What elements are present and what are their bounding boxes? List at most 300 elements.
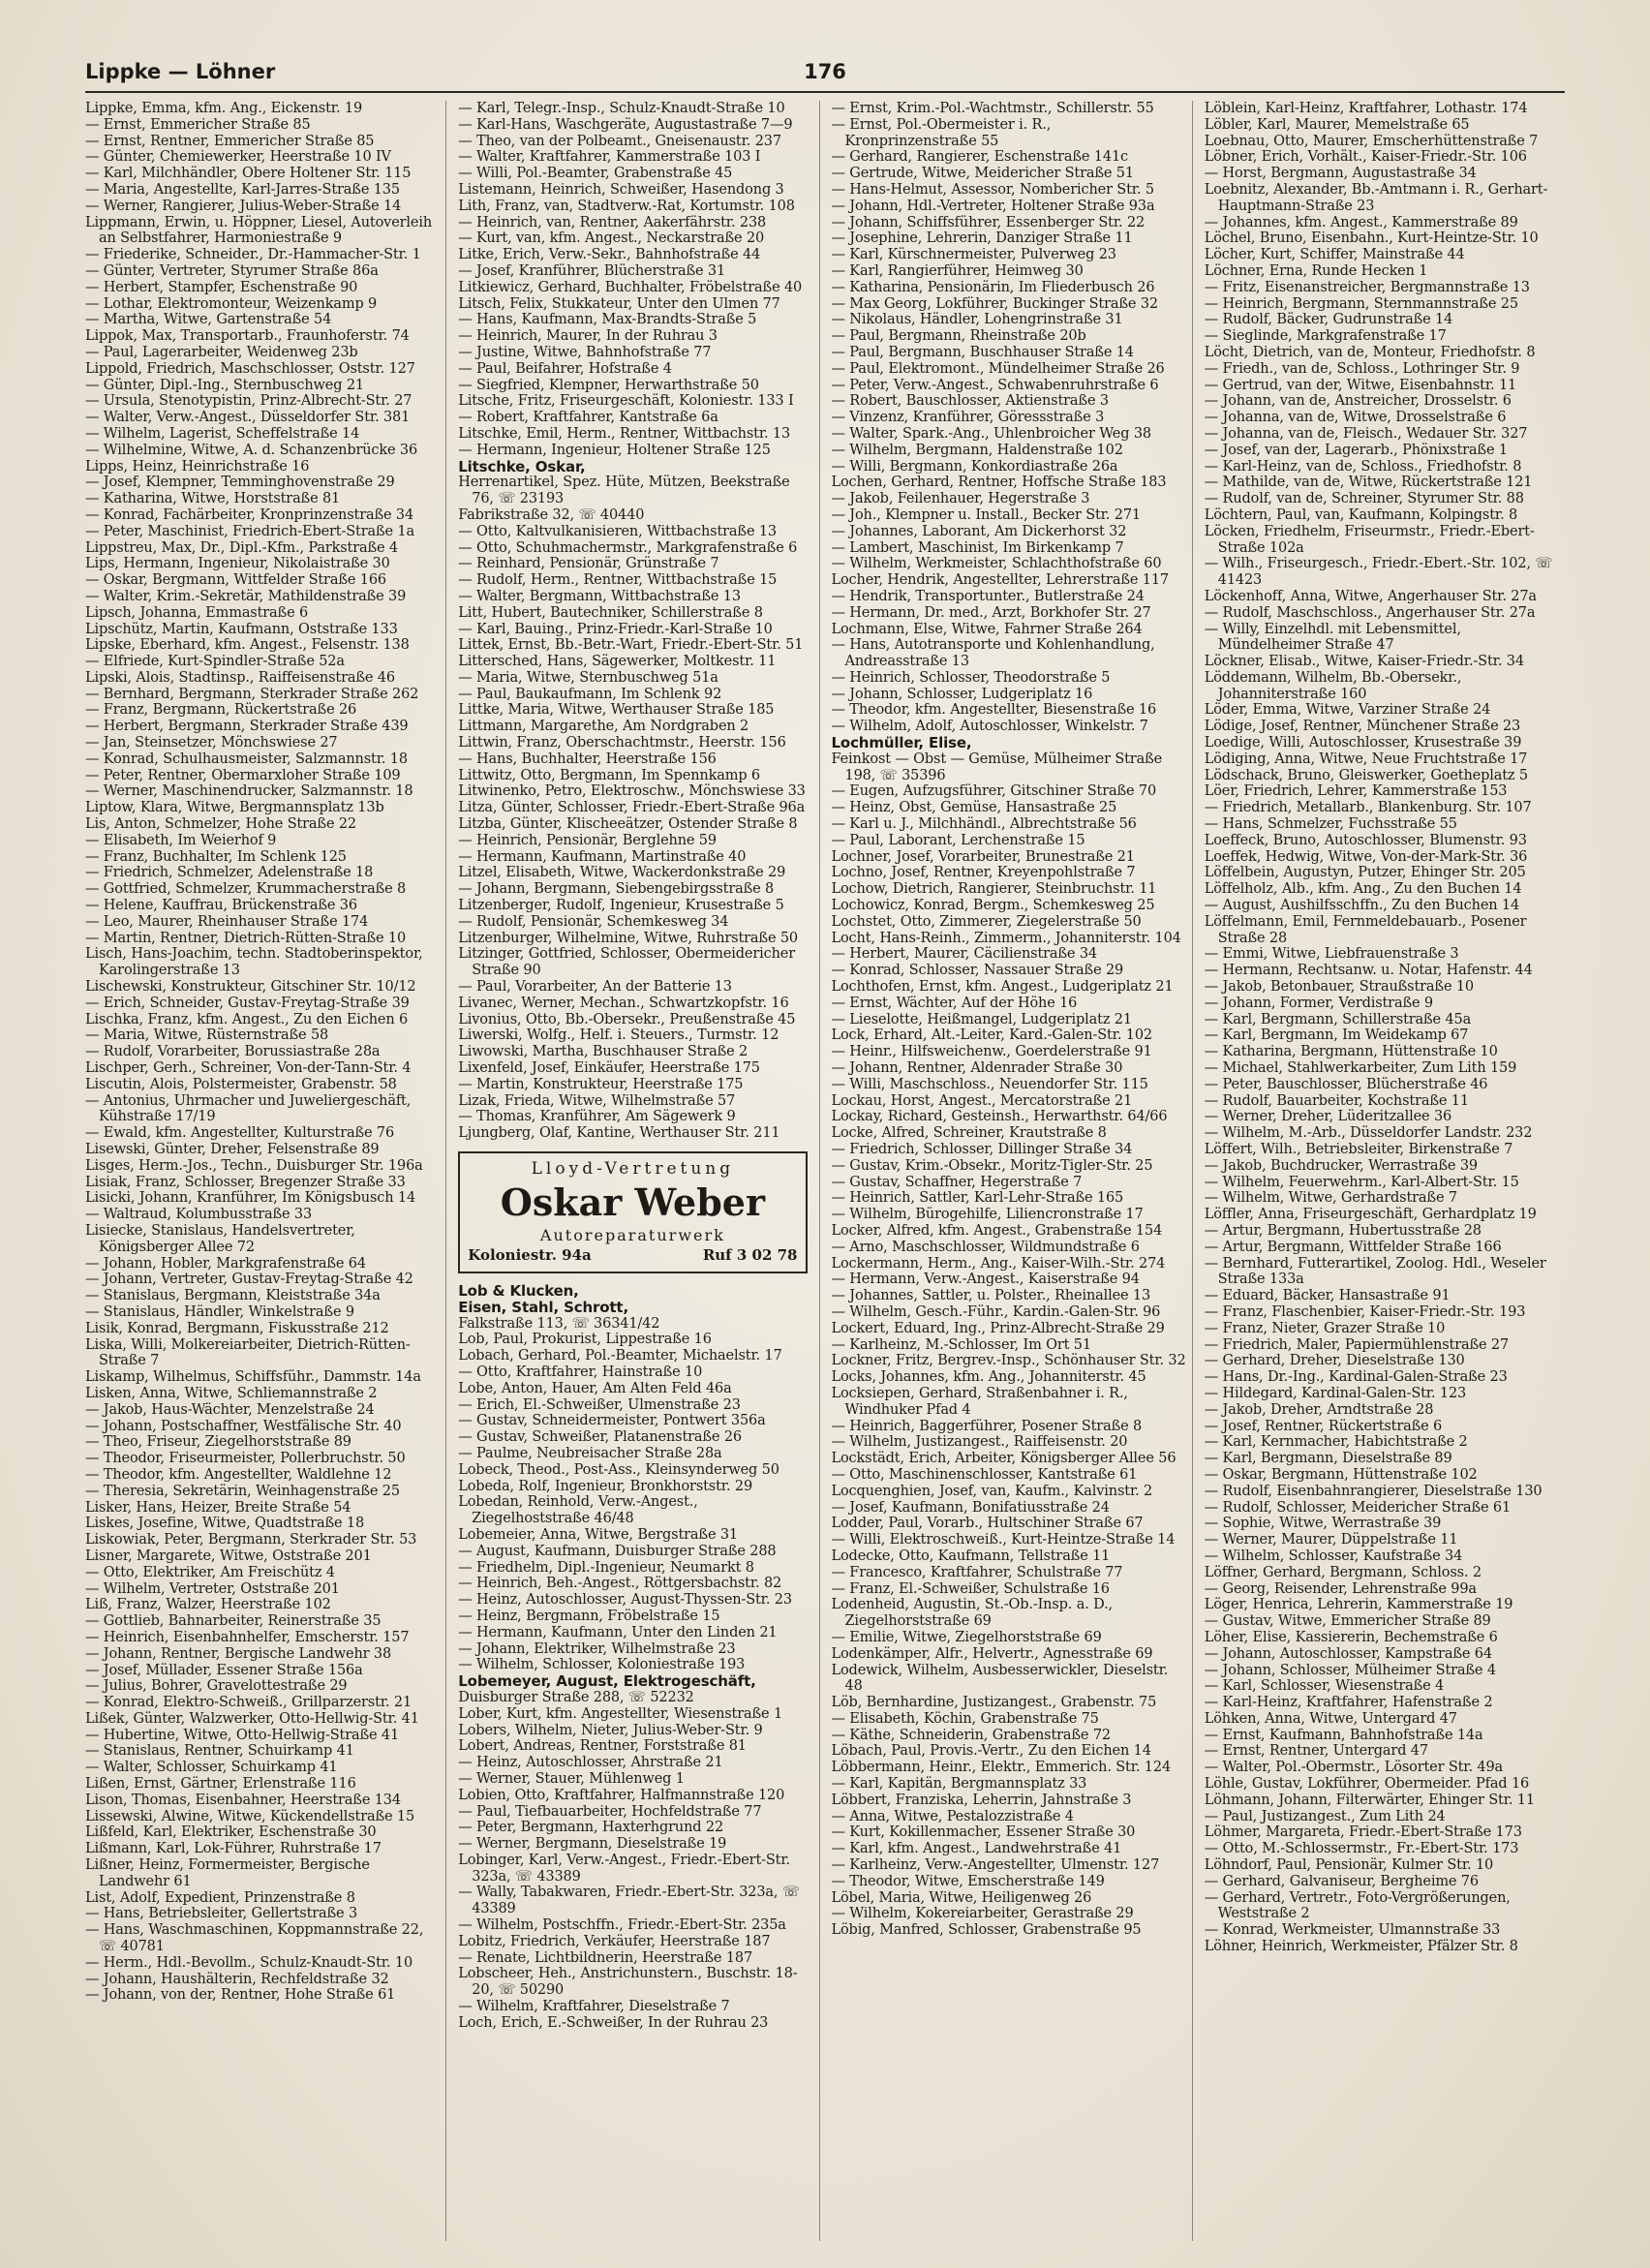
directory-entry: Löcher, Kurt, Schiffer, Mainstraße 44 — [1204, 247, 1465, 263]
directory-entry: Lippold, Friedrich, Maschschlosser, Oststr. 127 — [85, 360, 415, 377]
directory-entry: — Theodor, kfm. Angestellter, Waldlehne 12 — [85, 1466, 392, 1483]
directory-entry: — Wilhelm, Bürogehilfe, Liliencronstraße 17 — [831, 1207, 1144, 1223]
directory-entry: — Mathilde, van de, Witwe, Rückertstraße 121 — [1204, 475, 1533, 491]
directory-entry: — Günter, Chemiewerker, Heerstraße 10 IV — [85, 149, 391, 166]
directory-entry: — Peter, Bergmann, Haxterhgrund 22 — [458, 1820, 724, 1836]
directory-entry: — Karl, Bauing., Prinz-Friedr.-Karl-Straße 10 — [458, 621, 773, 637]
header-range: Lippke — Löhner — [85, 60, 276, 83]
directory-entry: — Martin, Rentner, Dietrich-Rütten-Straße 10 — [85, 930, 407, 946]
directory-entry: — Erich, El.-Schweißer, Ulmenstraße 23 — [458, 1396, 741, 1413]
directory-entry: — Oskar, Bergmann, Wittfelder Straße 166 — [85, 572, 386, 589]
directory-entry: — Wilhelmine, Witwe, A. d. Schanzenbrücke 36 — [85, 442, 418, 458]
directory-entry: — Karl, Bergmann, Dieselstraße 89 — [1204, 1451, 1452, 1467]
directory-entry: Lochmann, Else, Witwe, Fahrner Straße 264 — [831, 621, 1143, 637]
directory-entry: Löer, Friedrich, Lehrer, Kammerstraße 153 — [1204, 783, 1508, 800]
directory-entry: — Peter, Verw.-Angest., Schwabenruhrstraße 6 — [831, 377, 1159, 393]
directory-entry: — Heinrich, Maurer, In der Ruhrau 3 — [458, 328, 718, 345]
directory-entry: — Ursula, Stenotypistin, Prinz-Albrecht-Str. 27 — [85, 393, 412, 410]
directory-entry: — Josef, Müllader, Essener Straße 156a — [85, 1662, 363, 1678]
directory-entry: Littwitz, Otto, Bergmann, Im Spennkamp 6 — [458, 767, 760, 783]
directory-entry: List, Adolf, Expedient, Prinzenstraße 8 — [85, 1889, 355, 1906]
directory-entry: Lochner, Josef, Vorarbeiter, Brunestraße 21 — [831, 848, 1135, 865]
directory-entry: — Martin, Konstrukteur, Heerstraße 175 — [458, 1076, 744, 1092]
directory-entry: — Friedrich, Schmelzer, Adelenstraße 18 — [85, 865, 374, 881]
directory-entry: Löcht, Dietrich, van de, Monteur, Friedhofstr. 8 — [1204, 344, 1536, 360]
directory-entry: — Theodor, kfm. Angestellter, Biesenstraße 16 — [831, 702, 1157, 719]
directory-entry: Liskowiak, Peter, Bergmann, Sterkrader Str. 53 — [85, 1532, 417, 1548]
directory-entry: Löffert, Wilh., Betriebsleiter, Birkenstraße 7 — [1204, 1142, 1513, 1157]
directory-entry: Liskamp, Wilhelmus, Schiffsführ., Dammstr. 14a — [85, 1369, 421, 1386]
directory-entry: — Franz, Flaschenbier, Kaiser-Friedr.-Str. 193 — [1204, 1303, 1526, 1320]
directory-entry: — Hans, Kaufmann, Max-Brandts-Straße 5 — [458, 312, 757, 328]
directory-entry: — Karl, Schlosser, Wiesenstraße 4 — [1204, 1678, 1445, 1695]
directory-entry: Locht, Hans-Reinh., Zimmerm., Johanniterstr. 104 — [831, 930, 1181, 946]
directory-entry: Loch, Erich, E.-Schweißer, In der Ruhrau 23 — [458, 2014, 769, 2031]
directory-entry: — Antonius, Uhrmacher und Juweliergeschäft, Kühstraße 17/19 — [85, 1092, 412, 1125]
directory-entry: — Ernst, Rentner, Emmericher Straße 85 — [85, 133, 375, 149]
column-4 — [1205, 101, 1565, 2241]
directory-entry: Litzel, Elisabeth, Witwe, Wackerdonkstraße 29 — [458, 865, 786, 881]
directory-entry: — Sieglinde, Markgrafenstraße 17 — [1204, 328, 1447, 345]
directory-entry: — Werner, Stauer, Mühlenweg 1 — [458, 1770, 685, 1787]
directory-entry: — Heinrich, Beh.-Angest., Röttgersbachstr. 82 — [458, 1576, 782, 1592]
directory-entry: Falkstraße 113, ☏ 36341/42 — [458, 1315, 660, 1332]
directory-entry: — Karl-Heinz, van de, Schloss., Friedhofstr. 8 — [1204, 458, 1522, 475]
directory-entry: Litschke, Emil, Herm., Rentner, Wittbachstr. 13 — [458, 425, 791, 442]
directory-entry: Littke, Maria, Witwe, Werthauser Straße 185 — [458, 702, 775, 719]
directory-entry: — Paul, Vorarbeiter, An der Batterie 13 — [458, 979, 732, 996]
directory-entry: Löhmann, Johann, Filterwärter, Ehinger Str. 11 — [1204, 1792, 1535, 1808]
directory-entry: Lißen, Ernst, Gärtner, Erlenstraße 116 — [85, 1776, 356, 1793]
directory-entry: Lockermann, Herm., Ang., Kaiser-Wilh.-Str. 274 — [831, 1255, 1166, 1272]
directory-entry: — Hubertine, Witwe, Otto-Hellwig-Straße 41 — [85, 1727, 400, 1743]
directory-entry: Loebnitz, Alexander, Bb.-Amtmann i. R., Gerhart-Hauptmann-Straße 23 — [1204, 181, 1548, 214]
directory-entry: — Heinz, Obst, Gemüse, Hansastraße 25 — [831, 800, 1117, 816]
directory-entry: — Otto, Kaltvulkanisieren, Wittbachstraße 13 — [458, 523, 777, 539]
directory-entry: Litke, Erich, Verw.-Sekr., Bahnhofstraße 44 — [458, 247, 761, 263]
directory-entry: — Paul, Laborant, Lerchenstraße 15 — [831, 832, 1085, 848]
ad-name: Oskar Weber — [500, 1180, 765, 1224]
directory-entry: — Renate, Lichtbildnerin, Heerstraße 187 — [458, 1949, 753, 1966]
directory-entry: Lodenheid, Augustin, St.-Ob.-Insp. a. D., Ziegelhorststraße 69 — [831, 1597, 1114, 1630]
directory-entry: — Anna, Witwe, Pestalozzistraße 4 — [831, 1808, 1074, 1824]
directory-entry: Herrenartikel, Spez. Hüte, Mützen, Beekstraße 76, ☏ 23193 — [458, 475, 790, 507]
directory-entry: — Emilie, Witwe, Ziegelhorststraße 69 — [831, 1629, 1102, 1645]
directory-entry: — Walter, Kraftfahrer, Kammerstraße 103 I — [458, 149, 761, 166]
directory-entry: — Gerhard, Vertretr., Foto-Vergrößerungen, Weststraße 2 — [1204, 1889, 1511, 1922]
directory-entry: — Johann, Former, Verdistraße 9 — [1204, 995, 1433, 1011]
directory-entry: Lißfeld, Karl, Elektriker, Eschenstraße 30 — [85, 1824, 377, 1841]
directory-entry: Lipski, Alois, Stadtinsp., Raiffeisenstraße 46 — [85, 669, 395, 686]
directory-entry: — Rudolf, Eisenbahnrangierer, Dieselstraße 130 — [1204, 1483, 1543, 1499]
ad-address: Koloniestr. 94a — [468, 1246, 592, 1264]
directory-entry: — Heinrich, Schlosser, Theodorstraße 5 — [831, 669, 1111, 686]
directory-entry: — Gustav, Schneidermeister, Pontwert 356a — [458, 1413, 766, 1429]
directory-entry: Löhner, Heinrich, Werkmeister, Pfälzer Str. 8 — [1204, 1939, 1518, 1955]
directory-entry: — Johann, Haushälterin, Rechfeldstraße 32 — [85, 1971, 389, 1987]
directory-entry: — Heinrich, Pensionär, Berglehne 59 — [458, 832, 717, 848]
directory-entry: — Johann, Hdl.-Vertreter, Holtener Straße 93a — [831, 198, 1155, 214]
directory-entry: Löbbert, Franziska, Leherrin, Jahnstraße 3 — [831, 1792, 1132, 1808]
directory-entry: Lochen, Gerhard, Rentner, Hoffsche Straße 183 — [831, 475, 1167, 491]
directory-entry: Lödschack, Bruno, Gleiswerker, Goetheplatz 5 — [1204, 767, 1528, 783]
directory-entry-bold: Litschke, Oskar, — [458, 457, 586, 475]
directory-entry: — Otto, M.-Schlossermstr., Fr.-Ebert-Str. 173 — [1204, 1841, 1519, 1857]
directory-entry: — Robert, Kraftfahrer, Kantstraße 6a — [458, 410, 718, 426]
directory-entry: — Wilhelm, Lagerist, Scheffelstraße 14 — [85, 425, 360, 442]
directory-entry: — Georg, Reisender, Lehrenstraße 99a — [1204, 1580, 1477, 1597]
directory-entry: — Gertrude, Witwe, Meidericher Straße 51 — [831, 166, 1134, 182]
directory-entry: — Siegfried, Klempner, Herwarthstraße 50 — [458, 377, 759, 393]
directory-entry: Lobinger, Karl, Verw.-Angest., Friedr.-Ebert-Str. 323a, ☏ 43389 — [458, 1852, 790, 1885]
directory-entry: Duisburger Straße 288, ☏ 52232 — [458, 1689, 694, 1705]
directory-entry: — Wilhelm, Schlosser, Kaufstraße 34 — [1204, 1548, 1463, 1564]
directory-entry: — Gottfried, Schmelzer, Krummacherstraße 8 — [85, 881, 407, 898]
directory-entry-bold: Lobemeyer, August, Elektrogeschäft, — [458, 1672, 756, 1691]
directory-entry: — Ewald, kfm. Angestellter, Kulturstraße 76 — [85, 1125, 395, 1142]
directory-entry: — Friedrich, Maler, Papiermühlenstraße 27 — [1204, 1336, 1510, 1353]
directory-entry: — Theo, van der Polbeamt., Gneisenaustr. 237 — [458, 133, 781, 149]
directory-entry: Lixenfeld, Josef, Einkäufer, Heerstraße 175 — [458, 1060, 760, 1077]
directory-entry: Livanec, Werner, Mechan., Schwartzkopfstr. 16 — [458, 995, 789, 1011]
directory-entry: — Peter, Bauschlosser, Blücherstraße 46 — [1204, 1076, 1488, 1092]
directory-entry: Löffelmann, Emil, Fernmeldebauarb., Posener Straße 28 — [1204, 913, 1527, 946]
directory-entry: — Johann, Schlosser, Ludgeriplatz 16 — [831, 686, 1093, 702]
directory-entry: — Heinrich, van, Rentner, Aakerfährstr. 238 — [458, 214, 767, 230]
directory-entry: Lißmann, Karl, Lok-Führer, Ruhrstraße 17 — [85, 1841, 382, 1857]
directory-entry: — Wilhelm, Schlosser, Koloniestraße 193 — [458, 1657, 746, 1673]
directory-entry: — Walter, Krim.-Sekretär, Mathildenstraße 39 — [85, 588, 407, 604]
directory-entry: — Friedh., van de, Schloss., Lothringer Str. 9 — [1204, 360, 1520, 377]
directory-entry: — Elisabeth, Köchin, Grabenstraße 75 — [831, 1710, 1099, 1727]
page-number: 176 — [804, 60, 846, 83]
directory-entry: Lippke, Emma, kfm. Ang., Eickenstr. 19 — [85, 101, 363, 116]
directory-entry: Lison, Thomas, Eisenbahner, Heerstraße 134 — [85, 1792, 401, 1808]
directory-entry: — Rudolf, Bäcker, Gudrunstraße 14 — [1204, 312, 1453, 328]
directory-entry: — Käthe, Schneiderin, Grabenstraße 72 — [831, 1727, 1111, 1743]
directory-entry: Lock, Erhard, Alt.-Leiter, Kard.-Galen-Str. 102 — [831, 1027, 1152, 1044]
directory-entry: — Johann, Rentner, Bergische Landwehr 38 — [85, 1645, 392, 1662]
directory-entry: Loebnau, Otto, Maurer, Emscherhüttenstraße 7 — [1204, 133, 1539, 149]
directory-entry: Litzenburger, Wilhelmine, Witwe, Ruhrstraße 50 — [458, 930, 799, 946]
directory-entry: — Heinr., Hilfsweichenw., Goerdelerstraße 91 — [831, 1044, 1152, 1060]
directory-entry: — Friedrich, Schlosser, Dillinger Straße 34 — [831, 1142, 1133, 1157]
directory-entry: Lipsch, Johanna, Emmastraße 6 — [85, 604, 309, 621]
directory-entry: — Horst, Bergmann, Augustastraße 34 — [1204, 166, 1477, 182]
directory-entry: — Hans, Buchhalter, Heerstraße 156 — [458, 751, 717, 767]
directory-entry: — Waltraud, Kolumbusstraße 33 — [85, 1207, 313, 1223]
directory-entry: Lischewski, Konstrukteur, Gitschiner Str. 10/12 — [85, 979, 416, 996]
directory-entry: — Ernst, Pol.-Obermeister i. R., Kronprinzenstraße 55 — [831, 116, 1052, 149]
directory-entry: — Franz, Bergmann, Rückertstraße 26 — [85, 702, 357, 719]
directory-entry: Lissewski, Alwine, Witwe, Kückendellstraße 15 — [85, 1808, 415, 1824]
directory-entry: — Jakob, Buchdrucker, Werrastraße 39 — [1204, 1157, 1478, 1174]
directory-entry: Lischper, Gerh., Schreiner, Von-der-Tann-Str. 4 — [85, 1060, 412, 1077]
directory-entry: — Erich, Schneider, Gustav-Freytag-Straße 39 — [85, 995, 410, 1011]
directory-entry: Litzinger, Gottfried, Schlosser, Obermeidericher Straße 90 — [458, 946, 795, 979]
directory-entry: — Karl u. J., Milchhändl., Albrechtstraße 56 — [831, 816, 1137, 833]
directory-entry: — Hans, Betriebsleiter, Gellertstraße 3 — [85, 1906, 358, 1922]
directory-entry: — Stanislaus, Rentner, Schuirkamp 41 — [85, 1743, 354, 1760]
directory-entry: — Bernhard, Bergmann, Sterkrader Straße 262 — [85, 686, 419, 702]
directory-entry: — Herbert, Stampfer, Eschenstraße 90 — [85, 279, 358, 295]
directory-entry: Lisicki, Johann, Kranführer, Im Königsbusch 14 — [85, 1190, 416, 1207]
directory-entry: — Wilhelm, Bergmann, Haldenstraße 102 — [831, 442, 1123, 458]
directory-entry: — Eugen, Aufzugsführer, Gitschiner Straße 70 — [831, 783, 1157, 800]
directory-entry: Lodecke, Otto, Kaufmann, Tellstraße 11 — [831, 1548, 1111, 1564]
ad-contact-row — [468, 1246, 797, 1264]
directory-entry: — Leo, Maurer, Rheinhauser Straße 174 — [85, 913, 369, 930]
directory-entry: — Julius, Bohrer, Gravelottestraße 29 — [85, 1678, 348, 1695]
directory-entry: — Karl, Telegr.-Insp., Schulz-Knaudt-Straße 10 — [458, 101, 785, 116]
directory-entry: Lisch, Hans-Joachim, techn. Stadtoberinspektor, Karolingerstraße 13 — [85, 946, 423, 979]
directory-entry: — Werner, Maurer, Düppelstraße 11 — [1204, 1532, 1458, 1548]
page-header — [85, 60, 1565, 87]
directory-entry: — Paul, Bergmann, Buschhauser Straße 14 — [831, 344, 1134, 360]
directory-entry: — Kurt, Kokillenmacher, Essener Straße 30 — [831, 1824, 1136, 1841]
directory-entry: Littmann, Margarethe, Am Nordgraben 2 — [458, 719, 749, 735]
directory-entry: — Friederike, Schneider., Dr.-Hammacher-Str. 1 — [85, 247, 421, 263]
directory-entry: — Hans-Helmut, Assessor, Nombericher Str. 5 — [831, 181, 1154, 198]
directory-entry: — Johann, Postschaffner, Westfälische Str. 40 — [85, 1418, 402, 1434]
directory-entry: Litsche, Fritz, Friseurgeschäft, Koloniestr. 133 I — [458, 393, 794, 410]
directory-entry: — Oskar, Bergmann, Hüttenstraße 102 — [1204, 1466, 1478, 1483]
directory-entry: — Karl, kfm. Angest., Landwehrstraße 41 — [831, 1841, 1122, 1857]
directory-entry: — Elfriede, Kurt-Spindler-Straße 52a — [85, 654, 345, 670]
directory-entry: — Artur, Bergmann, Hubertusstraße 28 — [1204, 1222, 1482, 1239]
directory-entry: Lodder, Paul, Vorarb., Hultschiner Straße 67 — [831, 1516, 1144, 1532]
directory-entry: — Konrad, Elektro-Schweiß., Grillparzerstr. 21 — [85, 1695, 412, 1711]
directory-entry: — Karl, Bergmann, Im Weidekamp 67 — [1204, 1027, 1469, 1044]
directory-entry: Litsch, Felix, Stukkateur, Unter den Ulmen 77 — [458, 295, 780, 312]
directory-entry: — Otto, Schuhmachermstr., Markgrafenstraße 6 — [458, 539, 798, 556]
directory-entry: — Walter, Pol.-Obermstr., Lösorter Str. 49a — [1204, 1760, 1504, 1776]
directory-entry: — Gerhard, Galvaniseur, Bergheime 76 — [1204, 1873, 1479, 1889]
directory-entry: — Johann, Bergmann, Siebengebirgsstraße 8 — [458, 881, 775, 898]
directory-entry: — Hermann, Verw.-Angest., Kaiserstraße 94 — [831, 1272, 1140, 1288]
directory-entry: Lipschütz, Martin, Kaufmann, Oststraße 133 — [85, 621, 398, 637]
directory-entry: — Paul, Justizangest., Zum Lith 24 — [1204, 1808, 1446, 1824]
directory-entry: — Paul, Elektromont., Mündelheimer Straße 26 — [831, 360, 1165, 377]
directory-entry: — Johannes, kfm. Angest., Kammerstraße 89 — [1204, 214, 1518, 230]
directory-entry: Locquenghien, Josef, van, Kaufm., Kalvinstr. 2 — [831, 1483, 1153, 1499]
directory-entry: — Otto, Maschinenschlosser, Kantstraße 61 — [831, 1466, 1138, 1483]
directory-entry: — Hermann, Kaufmann, Unter den Linden 21 — [458, 1624, 778, 1640]
directory-entry: Löckner, Elisab., Witwe, Kaiser-Friedr.-Str. 34 — [1204, 654, 1524, 670]
directory-entry: — Hermann, Rechtsanw. u. Notar, Hafenstr. 44 — [1204, 963, 1533, 979]
directory-entry: — Gustav, Schaffner, Hegerstraße 7 — [831, 1174, 1083, 1190]
directory-entry: Lockner, Fritz, Bergrev.-Insp., Schönhauser Str. 32 — [831, 1353, 1186, 1369]
directory-entry: — Günter, Dipl.-Ing., Sternbuschweg 21 — [85, 377, 364, 393]
directory-entry: — Willy, Einzelhdl. mit Lebensmittel, Mündelheimer Straße 47 — [1204, 621, 1461, 654]
directory-entry: — Josef, Kaufmann, Bonifatiusstraße 24 — [831, 1499, 1110, 1516]
directory-entry: Lißner, Heinz, Formermeister, Bergische Landwehr 61 — [85, 1857, 370, 1889]
directory-entry: Lißek, Günter, Walzwerker, Otto-Hellwig-Str. 41 — [85, 1710, 419, 1727]
directory-entry: Lochthofen, Ernst, kfm. Angest., Ludgeriplatz 21 — [831, 979, 1174, 996]
directory-entry: Lobach, Gerhard, Pol.-Beamter, Michaelstr. 17 — [458, 1348, 782, 1364]
directory-entry: — Hans, Autotransporte und Kohlenhandlung, Andreasstraße 13 — [831, 637, 1155, 670]
directory-entry: Löger, Henrica, Lehrerin, Kammerstraße 19 — [1204, 1597, 1513, 1613]
directory-entry: — Wilhelm, Postschffn., Friedr.-Ebert-Str. 235a — [458, 1917, 786, 1934]
directory-entry: Litkiewicz, Gerhard, Buchhalter, Fröbelstraße 40 — [458, 279, 803, 295]
directory-entry: Löffelholz, Alb., kfm. Ang., Zu den Buchen 14 — [1204, 881, 1522, 898]
directory-entry: — Gerhard, Dreher, Dieselstraße 130 — [1204, 1353, 1465, 1369]
directory-entry: — Rudolf, Pensionär, Schemkesweg 34 — [458, 913, 729, 930]
directory-entry: — Hendrik, Transportunter., Butlerstraße 24 — [831, 588, 1145, 604]
directory-entry: Löffelbein, Augustyn, Putzer, Ehinger Str. 205 — [1204, 865, 1526, 881]
directory-entry: — Walter, Spark.-Ang., Uhlenbroicher Weg 38 — [831, 425, 1151, 442]
directory-entry: Lobert, Andreas, Rentner, Forststraße 81 — [458, 1738, 747, 1755]
directory-entry: — Jakob, Betonbauer, Straußstraße 10 — [1204, 979, 1474, 996]
directory-entry: — Heinrich, Sattler, Karl-Lehr-Straße 165 — [831, 1190, 1124, 1207]
directory-entry: — Theo, Friseur, Ziegelhorststraße 89 — [85, 1434, 351, 1451]
directory-entry: — Robert, Bauschlosser, Aktienstraße 3 — [831, 393, 1109, 410]
directory-entry: — Peter, Maschinist, Friedrich-Ebert-Straße 1a — [85, 523, 414, 539]
directory-entry: — Hermann, Ingenieur, Holtener Straße 125 — [458, 442, 771, 458]
directory-entry: — Emmi, Witwe, Liebfrauenstraße 3 — [1204, 946, 1459, 963]
directory-entry: — Karl-Hans, Waschgeräte, Augustastraße 7—9 — [458, 116, 793, 133]
directory-entry: — Vinzenz, Kranführer, Göressstraße 3 — [831, 410, 1105, 426]
directory-entry: — Joh., Klempner u. Install., Becker Str. 271 — [831, 506, 1142, 523]
directory-entry: Litzba, Günter, Klischeeätzer, Ostender Straße 8 — [458, 816, 798, 833]
directory-entry: Lisner, Margarete, Witwe, Oststraße 201 — [85, 1548, 372, 1564]
directory-entry-bold: Eisen, Stahl, Schrott, — [458, 1298, 628, 1316]
directory-entry: — Heinz, Autoschlosser, August-Thyssen-Str. 23 — [458, 1592, 792, 1609]
directory-entry: — Rudolf, van de, Schreiner, Styrumer Str. 88 — [1204, 491, 1524, 507]
directory-entry: — Otto, Kraftfahrer, Hainstraße 10 — [458, 1364, 703, 1380]
directory-entry: — Lambert, Maschinist, Im Birkenkamp 7 — [831, 539, 1124, 556]
ad-phone: Ruf 3 02 78 — [702, 1246, 798, 1264]
directory-entry: Fabrikstraße 32, ☏ 40440 — [458, 506, 645, 523]
directory-entry: — Konrad, Fachärbeiter, Kronprinzenstraße 34 — [85, 506, 414, 523]
directory-entry: — Karl, Bergmann, Schillerstraße 45a — [1204, 1011, 1472, 1027]
directory-entry: Liptow, Klara, Witwe, Bergmannsplatz 13b — [85, 800, 384, 816]
directory-entry: — Wilh., Friseurgesch., Friedr.-Ebert.-Str. 102, ☏ 41423 — [1204, 556, 1553, 589]
directory-entry: Ljungberg, Olaf, Kantine, Werthauser Str. 211 — [458, 1125, 780, 1142]
directory-entry: Lippmann, Erwin, u. Höppner, Liesel, Autoverleih an Selbstfahrer, Harmoniestraße 9 — [85, 214, 433, 247]
directory-entry: — Karl, Kürschnermeister, Pulverweg 23 — [831, 247, 1116, 263]
directory-entry: — Ernst, Emmericher Straße 85 — [85, 116, 311, 133]
directory-entry: Löbach, Paul, Provis.-Vertr., Zu den Eichen 14 — [831, 1743, 1151, 1760]
directory-entry: Loedige, Willi, Autoschlosser, Krusestraße 39 — [1204, 735, 1522, 751]
directory-entry: Lockau, Horst, Angest., Mercatorstraße 21 — [831, 1092, 1133, 1109]
directory-entry: Litt, Hubert, Bautechniker, Schillerstraße 8 — [458, 604, 763, 621]
column-1 — [85, 101, 446, 2241]
directory-entry: — Paul, Bergmann, Rheinstraße 20b — [831, 328, 1086, 345]
directory-entry: Listemann, Heinrich, Schweißer, Hasendong 3 — [458, 181, 784, 198]
directory-entry-bold: Lob & Klucken, — [458, 1282, 579, 1300]
directory-entry: Loeffek, Hedwig, Witwe, Von-der-Mark-Str. 36 — [1204, 848, 1528, 865]
directory-entry: — Walter, Verw.-Angest., Düsseldorfer Str. 381 — [85, 410, 411, 426]
directory-entry: Löchel, Bruno, Eisenbahn., Kurt-Heintze-Str. 10 — [1204, 230, 1539, 247]
directory-entry: — Willi, Elektroschweiß., Kurt-Heintze-Straße 14 — [831, 1532, 1176, 1548]
directory-entry: — Herbert, Bergmann, Sterkrader Straße 439 — [85, 719, 409, 735]
directory-entry: Lockay, Richard, Gesteinsh., Herwarthstr. 64/66 — [831, 1109, 1168, 1125]
directory-entry: — Theodor, Friseurmeister, Pollerbruchstr. 50 — [85, 1451, 406, 1467]
directory-entry: — Heinz, Bergmann, Fröbelstraße 15 — [458, 1608, 720, 1624]
directory-entry-bold: Lochmüller, Elise, — [831, 734, 972, 752]
directory-entry: — Thomas, Kranführer, Am Sägewerk 9 — [458, 1109, 736, 1125]
directory-entry: — Heinrich, Bergmann, Sternmannstraße 25 — [1204, 295, 1518, 312]
directory-entry: — Wally, Tabakwaren, Friedr.-Ebert-Str. 323a, ☏ 43389 — [458, 1885, 800, 1917]
directory-entry: — Franz, Nieter, Grazer Straße 10 — [1204, 1320, 1446, 1336]
directory-entry: Littwin, Franz, Oberschachtmstr., Heerstr. 156 — [458, 735, 786, 751]
directory-entry: — Johannes, Sattler, u. Polster., Rheinallee 13 — [831, 1288, 1151, 1304]
directory-entry: Lobitz, Friedrich, Verkäufer, Heerstraße 187 — [458, 1933, 771, 1949]
directory-entry: — Konrad, Schulhausmeister, Salzmannstr. 18 — [85, 751, 408, 767]
directory-entry: — Artur, Bergmann, Wittfelder Straße 166 — [1204, 1239, 1502, 1255]
directory-entry: Lisges, Herm.-Jos., Techn., Duisburger Str. 196a — [85, 1157, 423, 1174]
directory-entry: — Paul, Baukaufmann, Im Schlenk 92 — [458, 686, 722, 702]
directory-entry: Löcken, Friedhelm, Friseurmstr., Friedr.-Ebert-Straße 102a — [1204, 523, 1535, 556]
directory-entry: — Katharina, Witwe, Horststraße 81 — [85, 491, 341, 507]
directory-entry: Lisik, Konrad, Bergmann, Fiskusstraße 212 — [85, 1320, 389, 1336]
directory-entry: — Stanislaus, Bergmann, Kleiststraße 34a — [85, 1288, 381, 1304]
directory-entry: — Maria, Angestellte, Karl-Jarres-Straße 135 — [85, 181, 400, 198]
directory-entry: — Werner, Maschinendrucker, Salzmannstr. 18 — [85, 783, 413, 800]
directory-entry: — Lothar, Elektromonteur, Weizenkamp 9 — [85, 295, 378, 312]
directory-entry: — Reinhard, Pensionär, Grünstraße 7 — [458, 556, 719, 572]
directory-entry: Löhle, Gustav, Lokführer, Obermeider. Pfad 16 — [1204, 1776, 1530, 1793]
directory-entry: — Kurt, van, kfm. Angest., Neckarstraße 20 — [458, 230, 765, 247]
ad-line3: Autoreparaturwerk — [539, 1226, 725, 1244]
directory-entry: Lobscheer, Heh., Anstrichunstern., Buschstr. 18-20, ☏ 50290 — [458, 1966, 798, 1999]
directory-entry: — Rudolf, Maschschloss., Angerhauser Str. 27a — [1204, 604, 1536, 621]
directory-entry: — Maria, Witwe, Sternbuschweg 51a — [458, 669, 718, 686]
directory-entry: Löhndorf, Paul, Pensionär, Kulmer Str. 10 — [1204, 1857, 1494, 1874]
directory-entry: Lisiecke, Stanislaus, Handelsvertreter, Königsberger Allee 72 — [85, 1222, 355, 1255]
columns — [85, 101, 1565, 2241]
directory-entry: — Werner, Dreher, Lüderitzallee 36 — [1204, 1109, 1452, 1125]
directory-entry: — Stanislaus, Händler, Winkelstraße 9 — [85, 1303, 354, 1320]
directory-entry: — Wilhelm, M.-Arb., Düsseldorfer Landstr. 232 — [1204, 1125, 1533, 1142]
directory-entry: Liskes, Josefine, Witwe, Quadtstraße 18 — [85, 1516, 365, 1532]
directory-entry: — Josef, van der, Lagerarb., Phönixstraße 1 — [1204, 442, 1508, 458]
directory-entry: — Theodor, Witwe, Emscherstraße 149 — [831, 1873, 1105, 1889]
directory-entry: — Heinrich, Baggerführer, Posener Straße 8 — [831, 1418, 1143, 1434]
directory-entry: Lobedan, Reinhold, Verw.-Angest., Ziegelhoststraße 46/48 — [458, 1494, 698, 1527]
directory-entry: — Josef, Klempner, Temminghovenstraße 29 — [85, 475, 395, 491]
directory-entry: — Elisabeth, Im Weierhof 9 — [85, 832, 277, 848]
directory-entry: — Rudolf, Vorarbeiter, Borussiastraße 28a — [85, 1044, 381, 1060]
directory-entry: — Johanna, van de, Fleisch., Wedauer Str. 327 — [1204, 425, 1528, 442]
directory-entry: — Johann, Schlosser, Mülheimer Straße 4 — [1204, 1662, 1496, 1678]
directory-entry: — Hans, Waschmaschinen, Koppmannstraße 22, ☏ 40781 — [85, 1922, 424, 1955]
directory-entry: — Herbert, Maurer, Cäcilienstraße 34 — [831, 946, 1097, 963]
directory-entry: — Wilhelm, Adolf, Autoschlosser, Winkelstr. 7 — [831, 719, 1148, 735]
directory-entry: — Johann, Autoschlosser, Kampstraße 64 — [1204, 1645, 1492, 1662]
directory-entry: Löbel, Maria, Witwe, Heiligenweg 26 — [831, 1889, 1092, 1906]
directory-entry: — Ernst, Kaufmann, Bahnhofstraße 14a — [1204, 1727, 1483, 1743]
directory-entry: — Wilhelm, Vertreter, Oststraße 201 — [85, 1580, 340, 1597]
directory-entry: — Lieselotte, Heißmangel, Ludgeriplatz 21 — [831, 1011, 1132, 1027]
directory-entry: — Josef, Kranführer, Blücherstraße 31 — [458, 262, 726, 279]
directory-entry: — Johanna, van de, Witwe, Drosselstraße 6 — [1204, 410, 1507, 426]
directory-entry: — Johann, Schiffsführer, Essenberger Str. 22 — [831, 214, 1146, 230]
directory-entry: — Hans, Dr.-Ing., Kardinal-Galen-Straße 23 — [1204, 1369, 1508, 1386]
directory-entry: Liwerski, Wolfg., Helf. i. Steuers., Turmstr. 12 — [458, 1027, 779, 1044]
directory-entry: Lobers, Wilhelm, Nieter, Julius-Weber-Str. 9 — [458, 1722, 763, 1738]
directory-entry: Lobe, Anton, Hauer, Am Alten Feld 46a — [458, 1380, 732, 1396]
directory-entry: Feinkost — Obst — Gemüse, Mülheimer Straße 198, ☏ 35396 — [831, 751, 1163, 783]
directory-entry: Löbler, Karl, Maurer, Memelstraße 65 — [1204, 116, 1470, 133]
directory-entry: — Karl, Rangierführer, Heimweg 30 — [831, 262, 1084, 279]
directory-entry: — Rudolf, Bauarbeiter, Kochstraße 11 — [1204, 1092, 1469, 1109]
directory-entry: Löblein, Karl-Heinz, Kraftfahrer, Lothastr. 174 — [1204, 101, 1528, 116]
directory-entry: Locksiepen, Gerhard, Straßenbahner i. R., Windhuker Pfad 4 — [831, 1385, 1128, 1418]
directory-entry: Lochow, Dietrich, Rangierer, Steinbruchstr. 11 — [831, 881, 1157, 898]
directory-entry: Lödiging, Anna, Witwe, Neue Fruchtstraße 17 — [1204, 751, 1528, 767]
